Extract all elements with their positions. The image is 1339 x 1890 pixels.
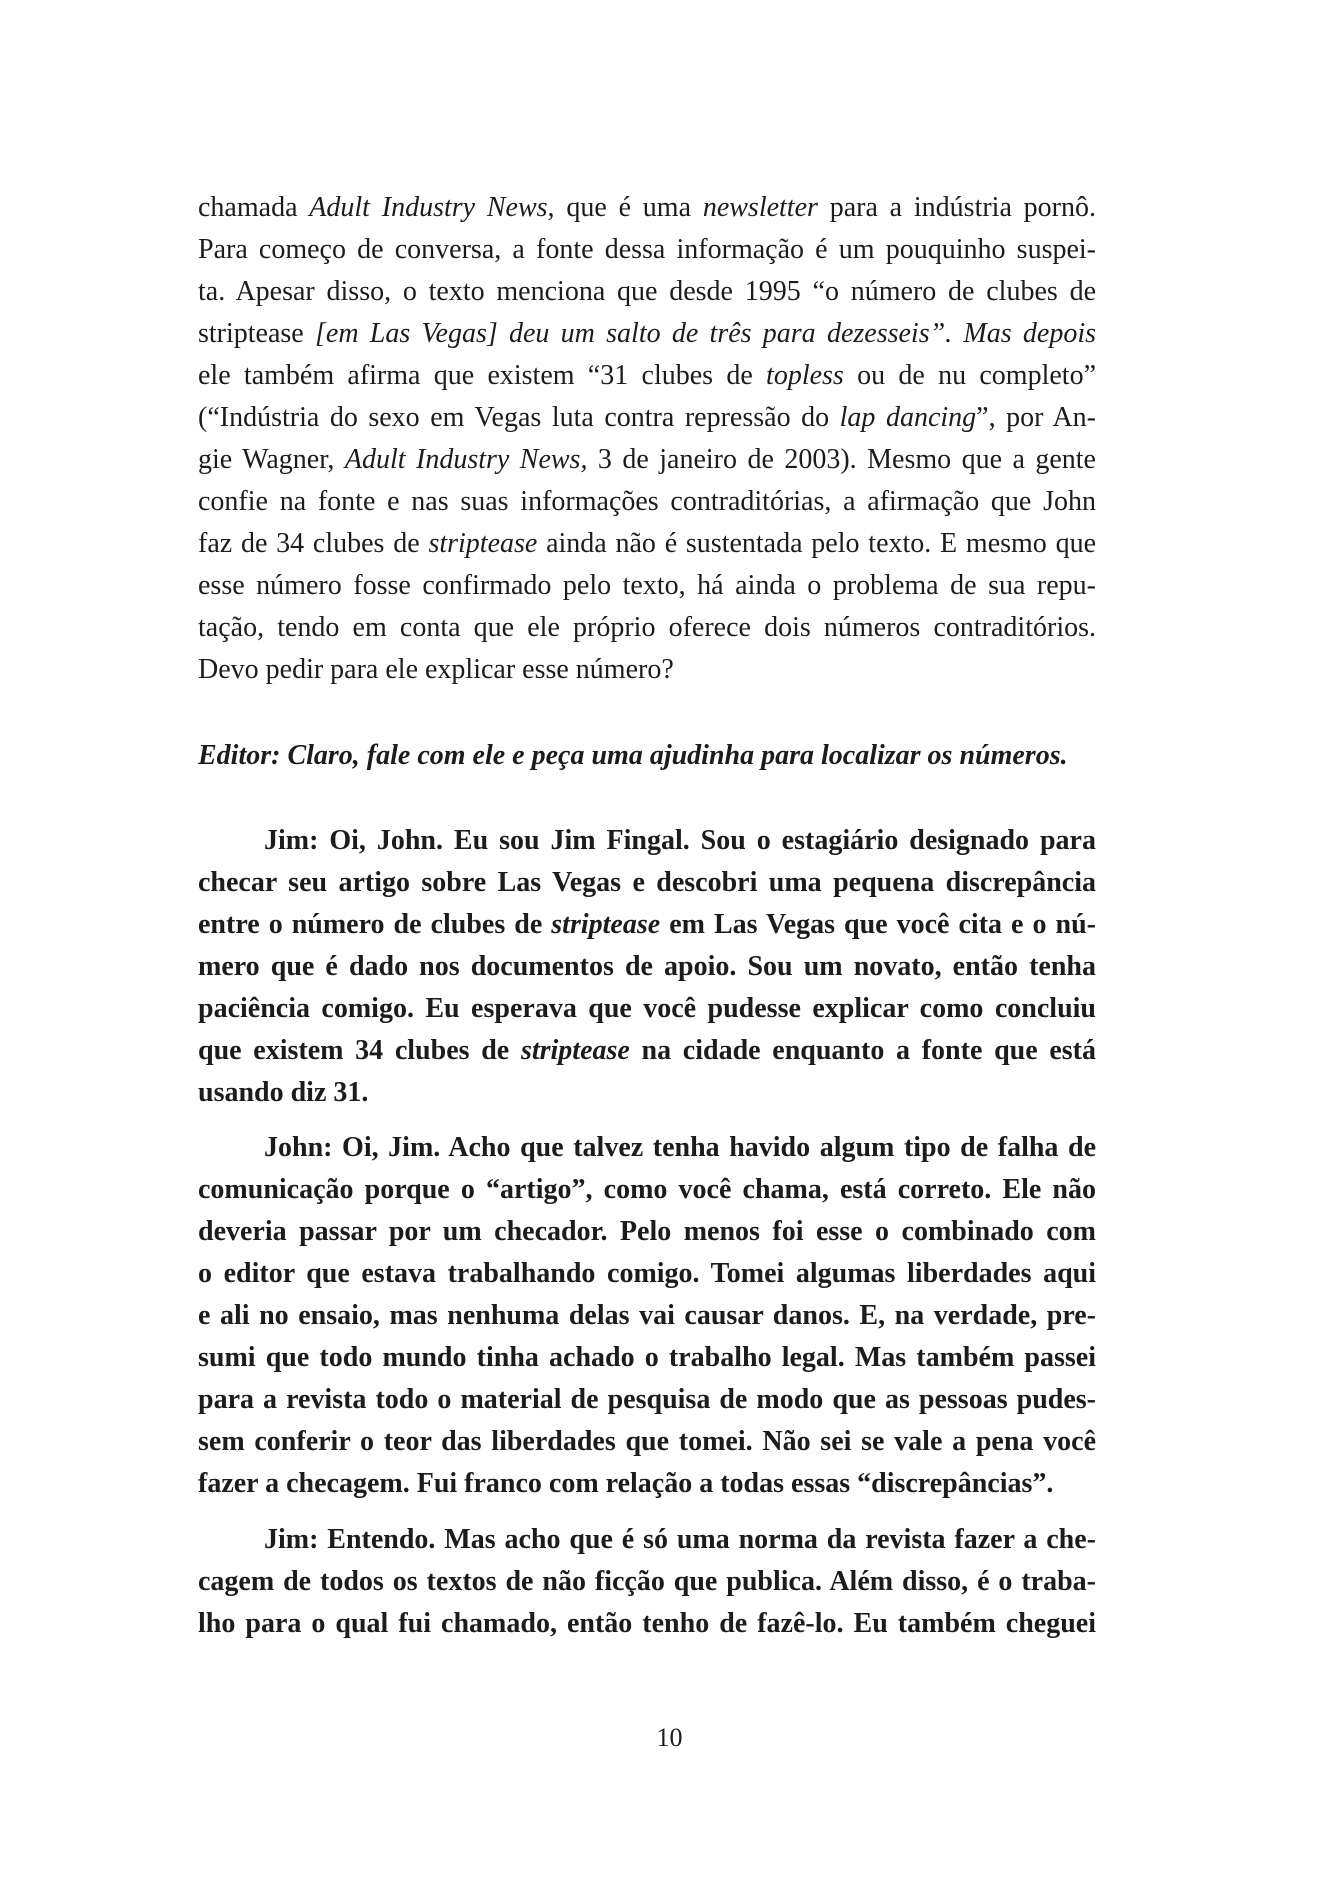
text-line (198, 1379, 1096, 1421)
text-segment: em Las Vegas que você cita e o nú- (660, 909, 1096, 940)
text-segment: comunicação porque o “artigo”, como você chama, está correto. Ele não (198, 1174, 1096, 1205)
text-line (198, 1561, 1096, 1603)
text-line (198, 1127, 1096, 1169)
text-segment: esse número fosse confirmado pelo texto, há ainda o problema de sua repu- (198, 570, 1096, 601)
text-line (198, 439, 1096, 481)
text-line (198, 313, 1096, 355)
text-segment: usando diz 31. (198, 1077, 369, 1108)
text-line (198, 1337, 1096, 1379)
text-line (198, 820, 1096, 862)
text-line (198, 1211, 1096, 1253)
text-segment: Devo pedir para ele explicar esse número? (198, 654, 674, 685)
paragraph-jim-2 (198, 1519, 1096, 1645)
text-line (198, 1463, 1096, 1505)
text-line (198, 271, 1096, 313)
text-line (198, 187, 1096, 229)
text-segment: lho para o qual fui chamado, então tenho de fazê-lo. Eu também cheguei (198, 1608, 1096, 1639)
italic-term: lap dancing (839, 402, 977, 433)
italic-term: striptease (520, 1035, 630, 1066)
text-line (198, 1421, 1096, 1463)
text-segment: faz de 34 clubes de (198, 528, 429, 559)
text-segment: sem conferir o teor das liberdades que tomei. Não sei se vale a pena você (198, 1426, 1096, 1457)
text-line (198, 649, 1096, 691)
text-line (198, 565, 1096, 607)
text-segment: gie Wagner, (198, 444, 345, 475)
text-segment: para a indústria pornô. (817, 192, 1096, 223)
text-line (198, 862, 1096, 904)
page-number: 10 (656, 1723, 683, 1752)
text-segment: tação, tendo em conta que ele próprio oferece dois números contraditórios. (198, 612, 1096, 643)
italic-term: newsletter (702, 192, 818, 223)
text-line (198, 1253, 1096, 1295)
text-segment: fazer a checagem. Fui franco com relação a todas essas “discrepâncias”. (198, 1468, 1054, 1499)
text-line (198, 1295, 1096, 1337)
text-segment: sumi que todo mundo tinha achado o trabalho legal. Mas também passei (198, 1342, 1096, 1373)
paragraph-intro (198, 187, 1096, 691)
text-segment: deveria passar por um checador. Pelo menos foi esse o combinado com (198, 1216, 1096, 1247)
text-segment: Para começo de conversa, a fonte dessa informação é um pouquinho suspei- (198, 234, 1096, 265)
text-segment: paciência comigo. Eu esperava que você pudesse explicar como concluiu (198, 993, 1096, 1024)
italic-term: striptease (428, 528, 538, 559)
text-segment: que é uma (554, 192, 703, 223)
text-segment: entre o número de clubes de (198, 909, 552, 940)
text-segment: ta. Apesar disso, o texto menciona que desde 1995 “o número de clubes de (198, 276, 1096, 307)
text-line (198, 1030, 1096, 1072)
text-line (198, 904, 1096, 946)
text-segment: cagem de todos os textos de não ficção que publica. Além disso, é o traba- (198, 1566, 1096, 1597)
text-segment: ele também afirma que existem “31 clubes de (198, 360, 767, 391)
text-segment: ou de nu completo” (843, 360, 1096, 391)
text-line (198, 397, 1096, 439)
text-line (198, 607, 1096, 649)
text-line (198, 229, 1096, 271)
italic-term: [em Las Vegas] deu um salto de três para dezesseis”. Mas depois (303, 318, 1096, 349)
paragraph-john-1 (198, 1127, 1096, 1505)
text-segment: ainda não é sustentada pelo texto. E mesmo que (537, 528, 1096, 559)
text-line (198, 523, 1096, 565)
text-segment: que existem 34 clubes de (198, 1035, 521, 1066)
text-segment: mero que é dado nos documentos de apoio. Sou um novato, então tenha (198, 951, 1096, 982)
text-line (198, 481, 1096, 523)
text-segment: John: Oi, Jim. Acho que talvez tenha havido algum tipo de falha de (264, 1132, 1096, 1163)
editor-line: Editor: Claro, fale com ele e peça uma ajudinha para localizar os números. (198, 740, 1068, 771)
text-segment: e ali no ensaio, mas nenhuma delas vai causar danos. E, na verdade, pre- (198, 1300, 1096, 1331)
text-line (198, 1603, 1096, 1645)
text-segment: o editor que estava trabalhando comigo. Tomei algumas liberdades aqui (198, 1258, 1096, 1289)
italic-term: topless (766, 360, 844, 391)
text-segment: striptease (198, 318, 304, 349)
italic-term: Adult Industry News, (309, 192, 555, 223)
text-segment: Jim: Oi, John. Eu sou Jim Fingal. Sou o estagiário designado para (264, 825, 1096, 856)
text-line (198, 355, 1096, 397)
text-segment: chamada (198, 192, 310, 223)
text-segment: (“Indústria do sexo em Vegas luta contra repressão do (198, 402, 840, 433)
text-line (198, 1072, 1096, 1114)
italic-term: Adult Industry News, (344, 444, 588, 475)
text-segment: 3 de janeiro de 2003). Mesmo que a gente (587, 444, 1096, 475)
text-segment: checar seu artigo sobre Las Vegas e descobri uma pequena discrepância (198, 867, 1096, 898)
text-segment: na cidade enquanto a fonte que está (629, 1035, 1096, 1066)
text-segment: para a revista todo o material de pesquisa de modo que as pessoas pudes- (198, 1384, 1096, 1415)
italic-term: striptease (551, 909, 661, 940)
paragraph-jim-1 (198, 820, 1096, 1114)
text-line (198, 988, 1096, 1030)
text-segment: ”, por An- (976, 402, 1096, 433)
text-line (198, 1169, 1096, 1211)
text-line (198, 946, 1096, 988)
text-line (198, 1519, 1096, 1561)
text-segment: confie na fonte e nas suas informações contraditórias, a afirmação que John (198, 486, 1096, 517)
text-segment: Jim: Entendo. Mas acho que é só uma norma da revista fazer a che- (264, 1524, 1096, 1555)
